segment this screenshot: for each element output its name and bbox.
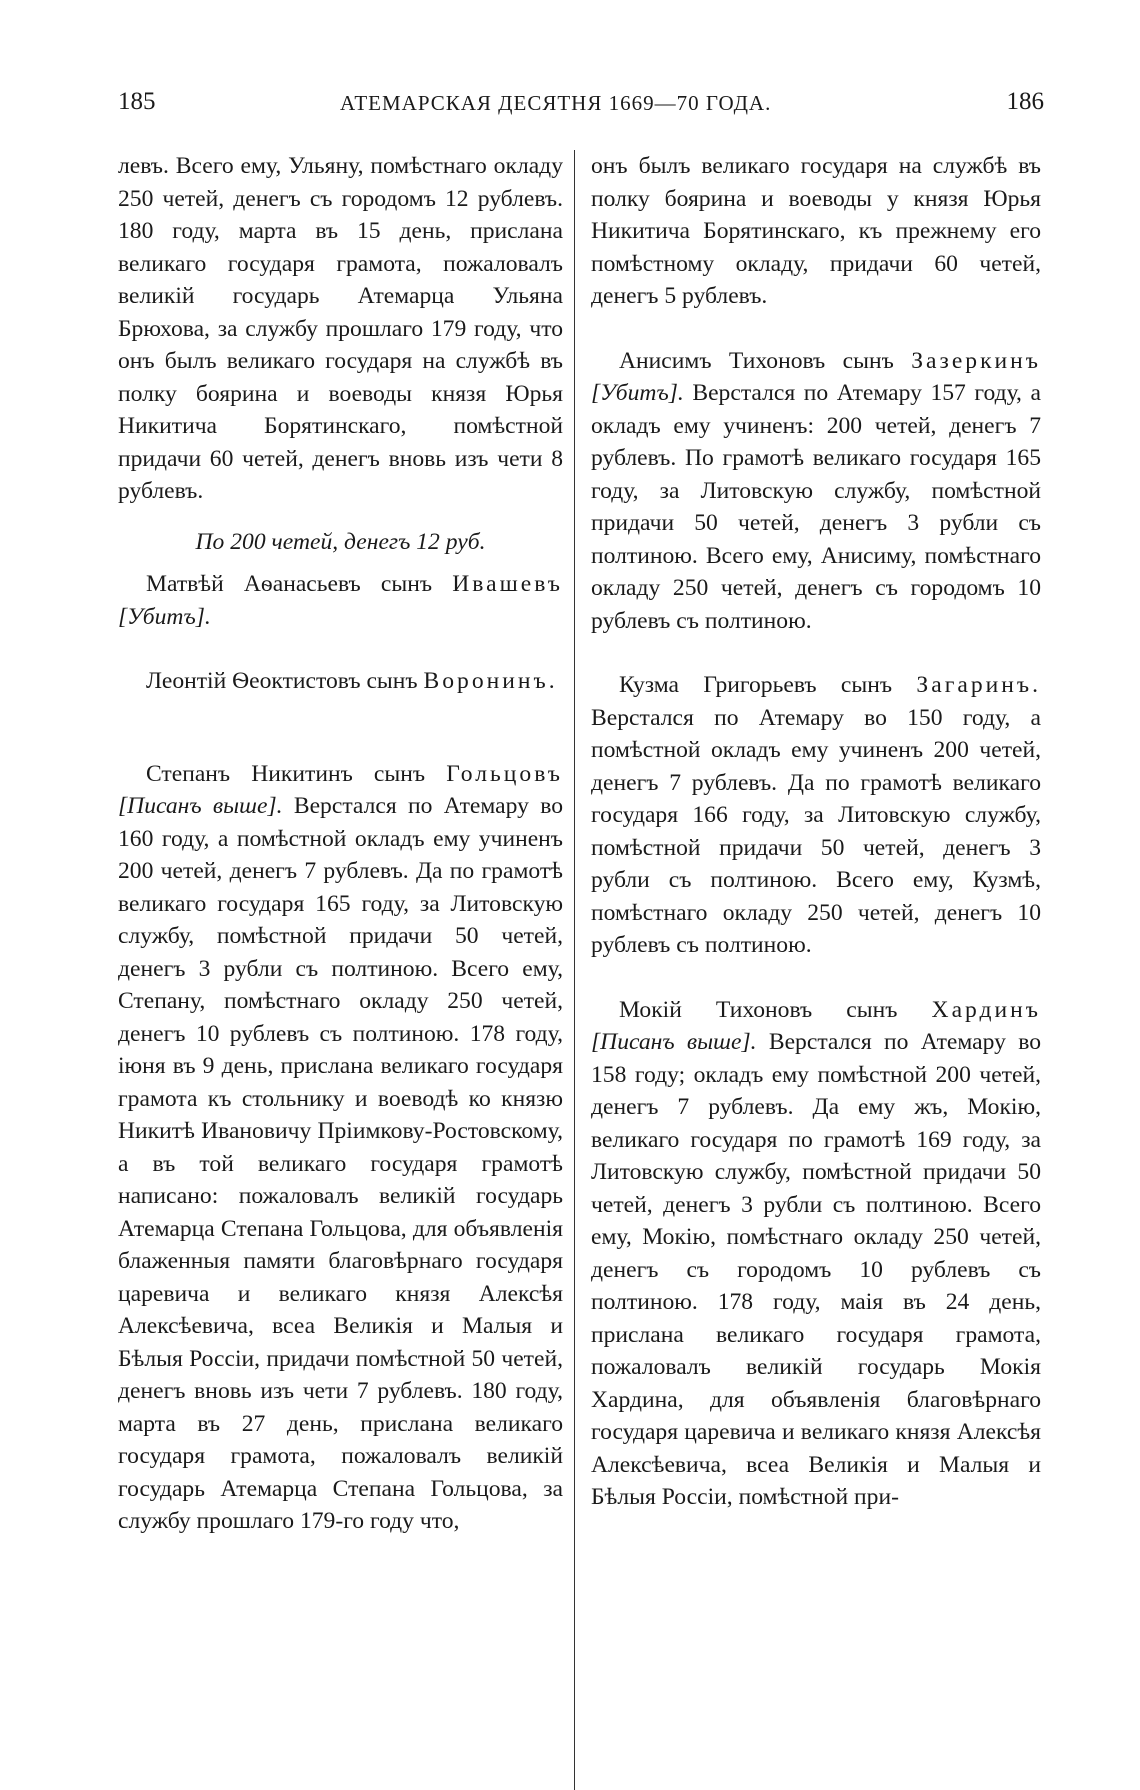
entry-note: [Писанъ выше].	[591, 1029, 757, 1055]
entry-text: Верстался по Атемару 157 году, а окладъ ему учиненъ: 200 четей, денегъ 7 рублевъ. По грамотѣ великаго государя 165 году, за Литовскую службу, помѣстной придачи 50 четей, денегъ 3 рубли съ полтиною. Всего ему, Анисиму, помѣстнаго окладу 250 четей, денегъ съ городомъ 10 рублевъ съ полтиною.	[591, 380, 1041, 634]
entry-name: Леонтій Ѳеоктистовъ сынъ	[146, 668, 418, 694]
entry-text: Верстался по Атемару во 158 году; окладъ ему помѣстной 200 четей, денегъ 7 рублевъ. Да ему жъ, Мокію, великаго государя по грамотѣ 169 году, за Литовскую службу, помѣстной придачи 50 четей, денегъ 3 рубли съ полтиною. Всего ему, Мокію, помѣстнаго окладу 250 четей, денегъ съ городомъ 10 рублевъ съ полтиною. 178 году, маія въ 24 день, прислана великаго государя грамота, пожаловалъ великій государь Мокія Хардина, для объявленія благовѣрнаго государя царевича и великаго князя Алексѣя Алексѣевича, всеа Великія и Малыя и Бѣлыя Россіи, помѣстной при-	[591, 1029, 1041, 1510]
entry-name: Матвѣй Аѳанасьевъ сынъ	[146, 571, 433, 597]
right-column	[591, 150, 1041, 1514]
entry-name: Анисимъ Тихоновъ сынъ	[619, 347, 894, 374]
entry-note: [Убитъ].	[118, 603, 211, 630]
left-column	[118, 150, 563, 1538]
entry-surname: Ивашевъ	[452, 571, 563, 597]
entry-khardin	[591, 994, 1041, 1514]
right-paragraph-1: онъ былъ великаго государя на службѣ въ полку боярина и воеводы у князя Юрья Никитича Борятинскаго, къ прежнему его помѣстному окладу, придачи 60 четей, денегъ 5 рублевъ.	[591, 153, 1041, 309]
entry-surname: Хардинъ	[931, 996, 1041, 1023]
page-number-right: 186	[1006, 88, 1044, 115]
entry-note: [Писанъ выше].	[118, 793, 283, 819]
entry-zagarin	[591, 669, 1041, 962]
entry-name: Кузма Григорьевъ сынъ	[619, 672, 893, 698]
page-header	[118, 88, 1044, 128]
section-subheading: По 200 четей, денегъ 12 руб.	[195, 528, 486, 555]
entry-ivashev	[118, 568, 563, 633]
entry-text: Верстался по Атемару во 150 году, а помѣстной окладъ ему учиненъ 200 четей, денегъ 7 рублевъ. Да по грамотѣ великаго государя 166 году, за Литовскую службу, помѣстной придачи 50 четей, денегъ 3 рубли съ полтиною. Всего ему, Кузмѣ, помѣстнаго окладу 250 четей, денегъ 10 рублевъ съ полтиною.	[591, 704, 1041, 958]
column-divider	[574, 150, 575, 1790]
entry-note: [Убитъ].	[591, 380, 684, 406]
entry-name: Степанъ Никитинъ сынъ	[146, 760, 426, 787]
entry-surname: Воронинъ.	[423, 668, 558, 694]
entry-name: Мокій Тихоновъ сынъ	[619, 996, 898, 1023]
entry-zazerkin	[591, 345, 1041, 638]
entry-surname: Зазеркинъ	[911, 347, 1041, 374]
left-paragraph-1: левъ. Всего ему, Ульяну, помѣстнаго окладу 250 четей, денегъ съ городомъ 12 рублевъ. 180 году, марта въ 15 день, прислана великаго государя грамота, пожаловалъ великій государь Атемарца Ульяна Брюхова, за службу прошлаго 179 году, что онъ былъ великаго государя на службѣ въ полку боярина и воеводы князя Юрья Никитича Борятинскаго, помѣстной придачи 60 четей, денегъ вновь изъ чети 8 рублевъ.	[118, 153, 563, 504]
page-number-left: 185	[118, 88, 156, 115]
entry-text: Верстался по Атемару во 160 году, а помѣстной окладъ ему учиненъ 200 четей, денегъ 7 рублевъ. Да по грамотѣ великаго государя 165 году, за Литовскую службу, помѣстной придачи 50 четей, денегъ 3 рубли съ полтиною. Всего ему, Степану, помѣстнаго окладу 250 четей, денегъ 10 рублевъ съ полтиною. 178 году, іюня въ 9 день, прислана великаго государя грамота къ стольнику и воеводѣ ко князю Никитѣ Ивановичу Пріимкову-Ростовскому, а въ той великаго государя грамотѣ написано: пожаловалъ великій государь Атемарца Степана Гольцова, для объявленія блаженныя памяти благовѣрнаго государя царевича и великаго князя Алексѣя Алексѣевича, всеа Великія и Малыя и Бѣлыя Россіи, придачи помѣстной 50 четей, денегъ вновь изъ чети 7 рублевъ. 180 году, марта въ 27 день, прислана великаго государя грамота, пожаловалъ великій государь Атемарца Степана Гольцова, за службу прошлаго 179-го году что,	[118, 793, 563, 1534]
entry-voronin	[118, 665, 563, 698]
entry-goltsov	[118, 758, 563, 1538]
entry-surname: Гольцовъ	[446, 760, 563, 787]
entry-surname: Загаринъ.	[916, 672, 1041, 698]
running-title: АТЕМАРСКАЯ ДЕСЯТНЯ 1669—70 ГОДА.	[340, 91, 772, 115]
